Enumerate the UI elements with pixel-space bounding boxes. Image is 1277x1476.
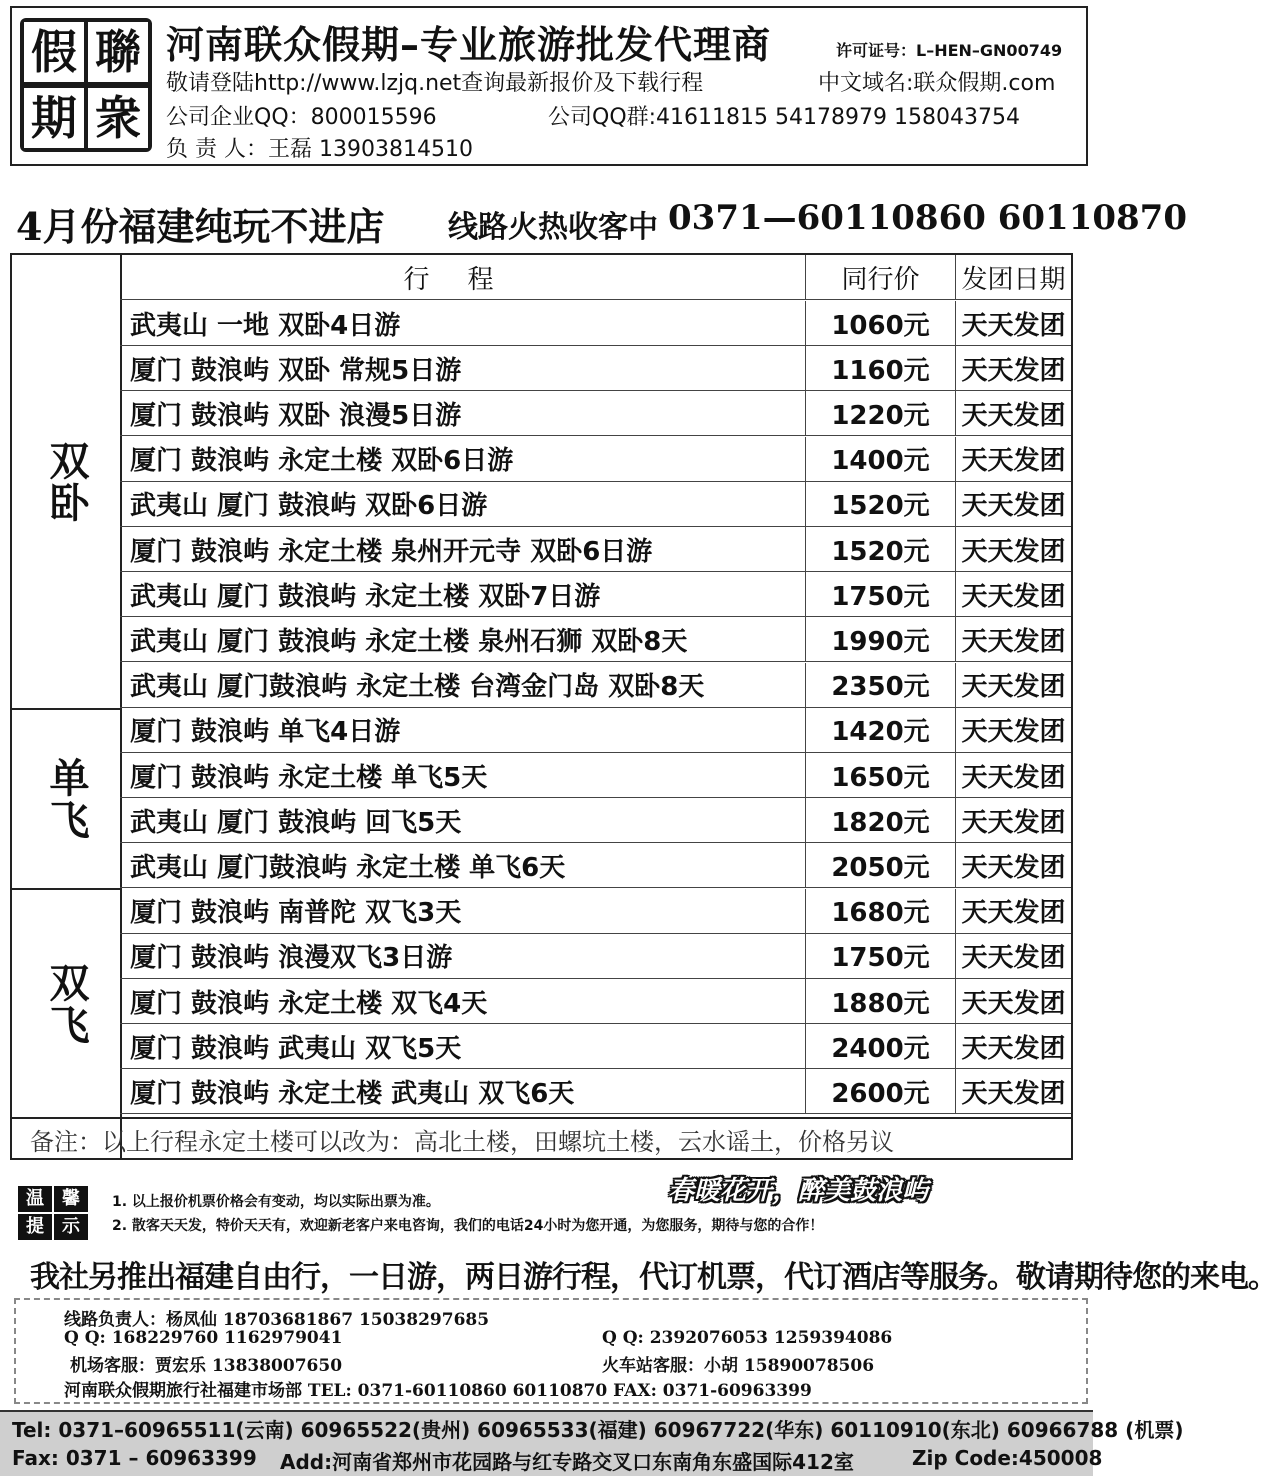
column-header-route: 行程 <box>120 255 806 299</box>
route-cell: 武夷山 厦门 鼓浪屿 永定土楼 双卧7日游 <box>120 572 806 616</box>
date-cell: 天天发团 <box>961 898 1066 929</box>
footer-address: Add:河南省郑州市花园路与红专路交叉口东南角东盛国际412室 <box>280 1450 854 1474</box>
logo-char: 衆 <box>88 88 148 148</box>
date-cell: 天天发团 <box>961 400 1066 431</box>
table-row <box>120 663 1071 708</box>
price-cell: 1750元 <box>806 934 956 978</box>
footer-zip: Zip Code:450008 <box>912 1446 1103 1470</box>
price-cell: 1680元 <box>806 889 956 933</box>
license-number: 许可证号：L–HEN–GN00749 <box>836 41 1063 60</box>
tip-line: 1. 以上报价机票价格会有变动，均以实际出票为准。 <box>112 1194 440 1210</box>
department-contact: 河南联众假期旅行社福建市场部 TEL: 0371-60110860 60110870 FAX: 0371-60963399 <box>64 1381 812 1401</box>
company-logo <box>20 18 152 152</box>
table-row <box>120 1024 1071 1069</box>
route-cell: 武夷山 厦门鼓浪屿 永定土楼 台湾金门岛 双卧8天 <box>120 663 806 707</box>
price-cell: 2350元 <box>806 663 956 707</box>
route-cell: 厦门 鼓浪屿 永定土楼 双卧6日游 <box>120 437 806 481</box>
footer-tel: Tel: 0371–60965511(云南) 60965522(贵州) 60965533(福建) 60967722(华东) 60110910(东北) 60966788 (机票) <box>12 1418 1184 1442</box>
route-cell: 武夷山 厦门 鼓浪屿 双卧6日游 <box>120 482 806 526</box>
date-cell: 天天发团 <box>961 536 1066 567</box>
website-line[interactable]: 敬请登陆http://www.lzjq.net查询最新报价及下载行程 <box>166 71 704 96</box>
date-cell: 天天发团 <box>961 717 1066 748</box>
promo-title: 4月份福建纯玩不进店 <box>16 204 385 249</box>
price-cell: 1750元 <box>806 572 956 616</box>
qq-group: 公司QQ群:41611815 54178979 158043754 <box>548 105 1020 130</box>
table-row <box>120 482 1071 527</box>
date-cell: 天天发团 <box>961 355 1066 386</box>
price-cell: 1990元 <box>806 617 956 661</box>
company-qq: 公司企业QQ：800015596 <box>166 105 437 130</box>
logo-char: 期 <box>24 88 84 148</box>
date-cell: 天天发团 <box>961 1078 1066 1109</box>
table-row <box>120 437 1071 482</box>
route-cell: 武夷山 一地 双卧4日游 <box>120 301 806 345</box>
date-cell: 天天发团 <box>961 762 1066 793</box>
price-cell: 1650元 <box>806 753 956 797</box>
airport-service: 机场客服：贾宏乐 13838007650 <box>70 1356 343 1376</box>
category-label-double-sleeper: 双卧 <box>43 439 89 524</box>
line-manager-contact: 线路负责人：杨凤仙 18703681867 15038297685 <box>64 1310 490 1330</box>
footer-fax: Fax: 0371 – 60963399 <box>12 1446 257 1470</box>
table-row <box>120 798 1071 843</box>
route-cell: 武夷山 厦门 鼓浪屿 回飞5天 <box>120 798 806 842</box>
price-cell: 2400元 <box>806 1024 956 1068</box>
date-cell: 天天发团 <box>961 852 1066 883</box>
route-cell: 厦门 鼓浪屿 永定土楼 泉州开元寺 双卧6日游 <box>120 527 806 571</box>
route-cell: 厦门 鼓浪屿 永定土楼 双飞4天 <box>120 979 806 1023</box>
tip-label-char: 馨 <box>54 1186 88 1212</box>
tip-line: 2. 散客天天发，特价天天有，欢迎新老客户来电咨询，我们的电话24小时为您开通，为您服务，期待与您的合作！ <box>112 1218 824 1234</box>
table-row <box>120 346 1071 391</box>
date-cell: 天天发团 <box>961 581 1066 612</box>
route-cell: 厦门 鼓浪屿 双卧 常规5日游 <box>120 346 806 390</box>
price-cell: 2600元 <box>806 1069 956 1113</box>
date-cell: 天天发团 <box>961 626 1066 657</box>
price-cell: 1400元 <box>806 437 956 481</box>
route-cell: 厦门 鼓浪屿 南普陀 双飞3天 <box>120 889 806 933</box>
price-cell: 1160元 <box>806 346 956 390</box>
column-header-date: 发团日期 <box>961 264 1066 295</box>
date-cell: 天天发团 <box>961 672 1066 703</box>
price-cell: 1520元 <box>806 482 956 526</box>
price-table <box>10 253 1073 1160</box>
chinese-domain[interactable]: 中文域名:联众假期.com <box>818 71 1056 96</box>
date-cell: 天天发团 <box>961 807 1066 838</box>
route-cell: 厦门 鼓浪屿 浪漫双飞3日游 <box>120 934 806 978</box>
price-cell: 1520元 <box>806 527 956 571</box>
promo-phones: 0371—60110860 60110870 <box>668 198 1187 238</box>
company-title: 河南联众假期–专业旅游批发代理商 <box>166 23 772 67</box>
column-header-price: 同行价 <box>806 255 956 299</box>
route-cell: 厦门 鼓浪屿 武夷山 双飞5天 <box>120 1024 806 1068</box>
table-row <box>120 979 1071 1024</box>
table-row <box>120 572 1071 617</box>
table-row <box>120 1069 1071 1114</box>
table-row <box>120 617 1071 662</box>
table-row <box>120 391 1071 436</box>
price-cell: 1820元 <box>806 798 956 842</box>
category-label-double-flight: 双飞 <box>43 961 89 1046</box>
route-cell: 厦门 鼓浪屿 永定土楼 武夷山 双飞6天 <box>120 1069 806 1113</box>
services-banner: 我社另推出福建自由行，一日游，两日游行程，代订机票，代订酒店等服务。敬请期待您的来电。 <box>30 1260 1277 1295</box>
table-row <box>120 753 1071 798</box>
station-service: 火车站客服：小胡 15890078506 <box>602 1356 875 1376</box>
table-row <box>120 843 1071 888</box>
slogan: 春暖花开，醉美鼓浪屿 <box>668 1176 929 1206</box>
qq-left: Q Q: 168229760 1162979041 <box>64 1328 343 1348</box>
table-row <box>120 934 1071 979</box>
route-cell: 厦门 鼓浪屿 单飞4日游 <box>120 708 806 752</box>
route-cell: 武夷山 厦门鼓浪屿 永定土楼 单飞6天 <box>120 843 806 887</box>
date-cell: 天天发团 <box>961 446 1066 477</box>
category-column <box>12 255 122 1158</box>
date-cell: 天天发团 <box>961 943 1066 974</box>
price-cell: 2050元 <box>806 843 956 887</box>
table-row <box>120 301 1071 346</box>
tip-label-char: 提 <box>18 1214 52 1240</box>
route-cell: 武夷山 厦门 鼓浪屿 永定土楼 泉州石狮 双卧8天 <box>120 617 806 661</box>
price-cell: 1060元 <box>806 301 956 345</box>
price-cell: 1880元 <box>806 979 956 1023</box>
logo-char: 假 <box>24 22 84 82</box>
manager-line: 负 责 人：王磊 13903814510 <box>166 137 473 162</box>
qq-right: Q Q: 2392076053 1259394086 <box>602 1328 893 1348</box>
price-cell: 1220元 <box>806 391 956 435</box>
route-cell: 厦门 鼓浪屿 永定土楼 单飞5天 <box>120 753 806 797</box>
date-cell: 天天发团 <box>961 1033 1066 1064</box>
tip-label-char: 示 <box>54 1214 88 1240</box>
tip-label-char: 温 <box>18 1186 52 1212</box>
logo-char: 聯 <box>88 22 148 82</box>
date-cell: 天天发团 <box>961 988 1066 1019</box>
table-header-row <box>120 255 1071 300</box>
date-cell: 天天发团 <box>961 310 1066 341</box>
route-cell: 厦门 鼓浪屿 双卧 浪漫5日游 <box>120 391 806 435</box>
date-cell: 天天发团 <box>961 491 1066 522</box>
promo-tag: 线路火热收客中 <box>448 210 658 245</box>
category-label-single-flight: 单飞 <box>43 757 89 841</box>
table-row <box>120 889 1071 934</box>
price-cell: 1420元 <box>806 708 956 752</box>
table-remark: 备注：以上行程永定土楼可以改为：高北土楼，田螺坑土楼，云水谣土，价格另议 <box>12 1117 1071 1160</box>
table-row <box>120 708 1071 753</box>
table-row <box>120 527 1071 572</box>
